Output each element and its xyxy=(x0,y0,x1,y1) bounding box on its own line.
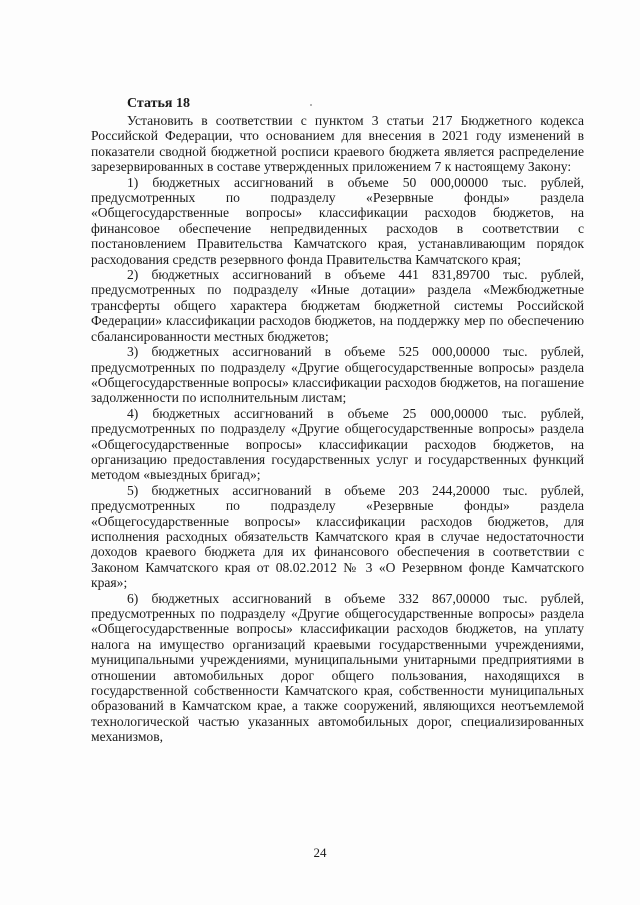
document-body xyxy=(91,96,584,745)
item-6-paragraph: 6) бюджетных ассигнований в объеме 332 867,00000 тыс. рублей, предусмотренных по подразделу «Другие общегосударственные вопросы» раздела «Общегосударственные вопросы» классификации расходов бюджетов, на уплату налога на имущество организаций краевыми государственными учреждениями, муниципальными учреждениями, муниципальными унитарными предприятиями в отношении автомобильных дорог общего пользования, находящихся в государственной собственности Камчатского края, собственности муниципальных образований в Камчатском крае, а также сооружений, являющихся неотъемлемой технологической частью указанных автомобильных дорог, специализированных механизмов, xyxy=(91,590,584,745)
article-heading: Статья 18 xyxy=(127,96,190,111)
page-number: 24 xyxy=(313,845,327,860)
item-2-paragraph: 2) бюджетных ассигнований в объеме 441 831,89700 тыс. рублей, предусмотренных по подразделу «Иные дотации» раздела «Межбюджетные трансферты общего характера бюджетам бюджетной системы Российской Федерации» классификации расходов бюджетов, на поддержку мер по обеспечению сбалансированности местных бюджетов; xyxy=(91,267,584,344)
item-1-paragraph: 1) бюджетных ассигнований в объеме 50 000,00000 тыс. рублей, предусмотренных по подразделу «Резервные фонды» раздела «Общегосударственные вопросы» классификации расходов бюджетов, на финансовое обеспечение непредвиденных расходов в соответствии с постановлением Правительства Камчатского края, устанавливающим порядок расходования средств резервного фонда Правительства Камчатского края; xyxy=(91,174,584,267)
item-3-paragraph: 3) бюджетных ассигнований в объеме 525 000,00000 тыс. рублей, предусмотренных по подразделу «Другие общегосударственные вопросы» раздела «Общегосударственные вопросы» классификации расходов бюджетов, на погашение задолженности по исполнительным листам; xyxy=(91,344,584,406)
item-4-paragraph: 4) бюджетных ассигнований в объеме 25 000,00000 тыс. рублей, предусмотренных по подразделу «Другие общегосударственные вопросы» раздела «Общегосударственные вопросы» классификации расходов бюджетов, на организацию предоставления государственных услуг и государственных функций методом «выездных бригад»; xyxy=(91,405,584,483)
item-5-paragraph: 5) бюджетных ассигнований в объеме 203 244,20000 тыс. рублей, предусмотренных по подразделу «Резервные фонды» раздела «Общегосударственные вопросы» классификации расходов бюджетов, для исполнения расходных обязательств Камчатского края в случае недостаточности доходов краевого бюджета для их финансового обеспечения в соответствии с Законом Камчатского края от 08.02.2012 № 3 «О Резервном фонде Камчатского края»; xyxy=(91,482,584,591)
intro-paragraph: Установить в соответствии с пунктом 3 статьи 217 Бюджетного кодекса Российской Федерации, что основанием для внесения в 2021 году изменений в показатели сводной бюджетной росписи краевого бюджета является распределение зарезервированных в составе утвержденных приложением 7 к настоящему Закону: xyxy=(91,113,584,175)
